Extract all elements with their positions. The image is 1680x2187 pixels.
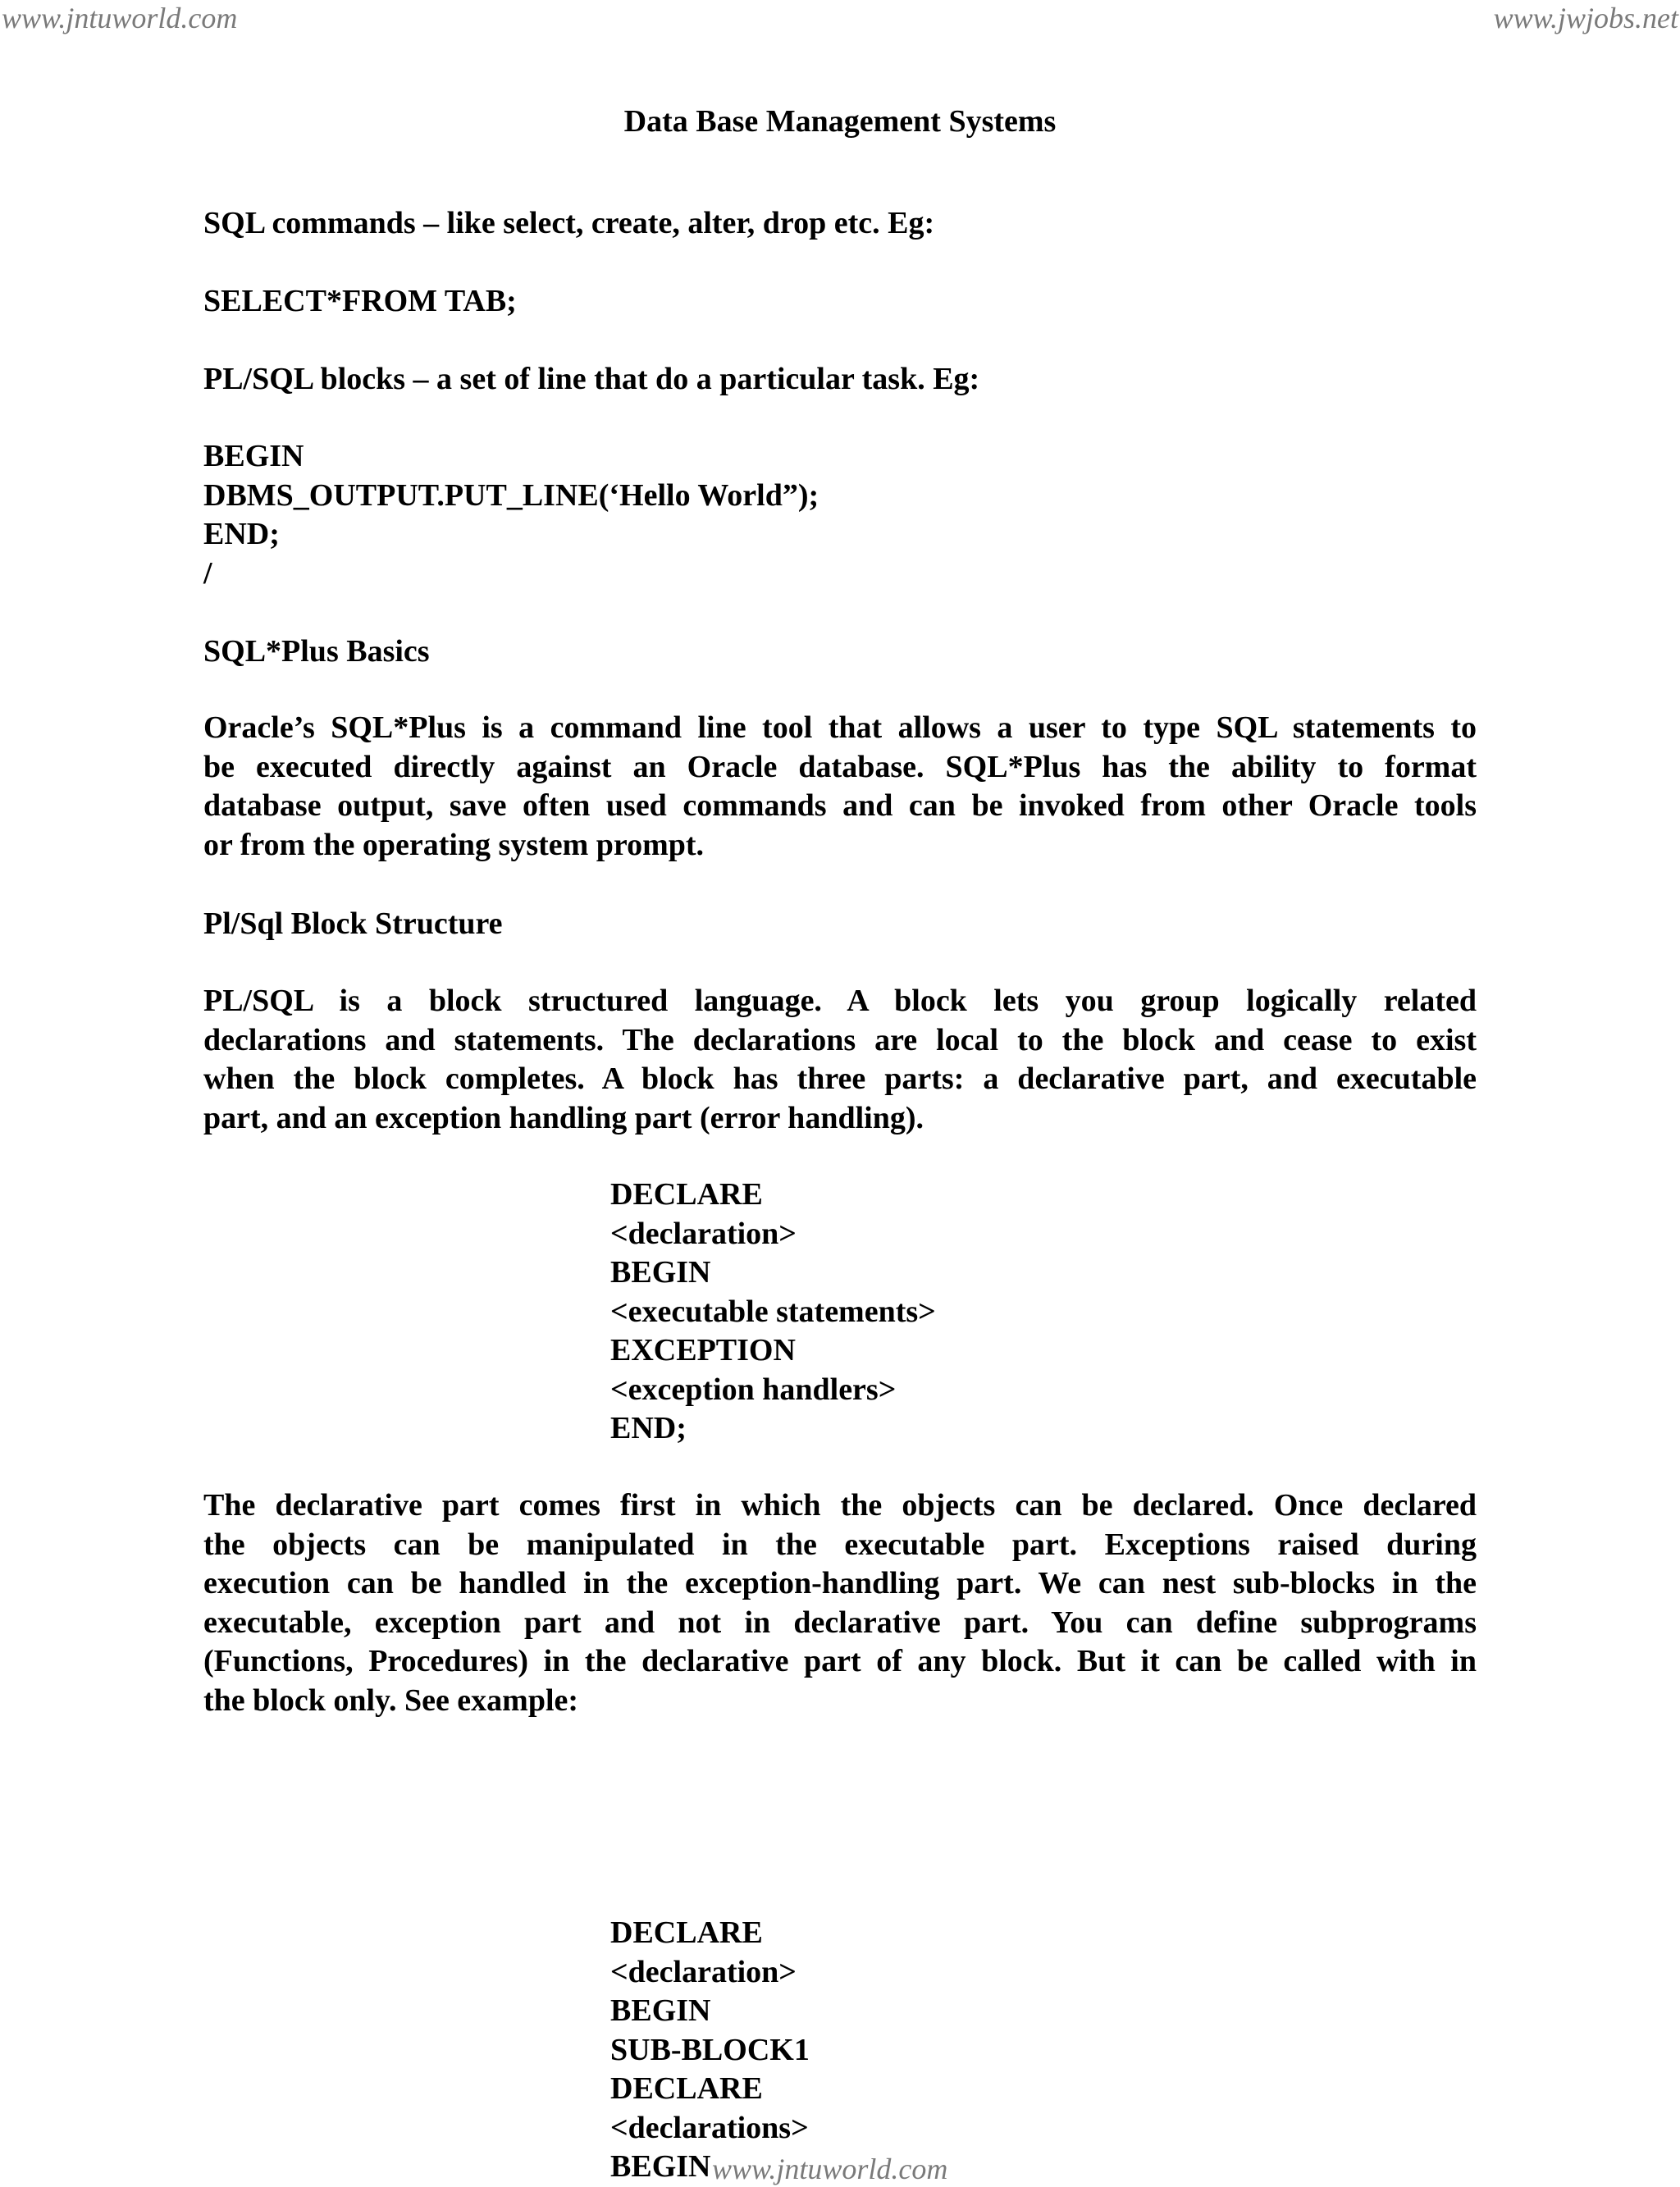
- paragraph-line: the objects can be manipulated in the executable part. Exceptions raised during: [203, 1527, 1477, 1562]
- nested-block-code: [610, 1914, 810, 2187]
- plsql-blocks-intro: PL/SQL blocks – a set of line that do a particular task. Eg:: [203, 362, 980, 396]
- code-line: DECLARE: [610, 1177, 763, 1212]
- block-structure-paragraph: [203, 982, 1477, 1138]
- paragraph-line: (Functions, Procedures) in the declarative part of any block. But it can be called with in: [203, 1644, 1477, 1678]
- code-line: <declaration>: [610, 1216, 797, 1251]
- paragraph-line: declarations and statements. The declarations are local to the block and cease to exist: [203, 1022, 1477, 1057]
- paragraph-line: executable, exception part and not in declarative part. You can define subprograms: [203, 1605, 1477, 1640]
- code-line: DBMS_OUTPUT.PUT_LINE(‘Hello World”);: [203, 477, 819, 513]
- paragraph-line: the block only. See example:: [203, 1682, 579, 1718]
- paragraph-line: database output, save often used commands and can be invoked from other Oracle tools: [203, 788, 1477, 823]
- paragraph-line: PL/SQL is a block structured language. A block lets you group logically related: [203, 984, 1477, 1018]
- paragraph-line: or from the operating system prompt.: [203, 827, 705, 862]
- code-line: BEGIN: [610, 1993, 711, 2028]
- code-line: BEGIN: [203, 439, 304, 473]
- watermark-top-right: www.jwjobs.net: [1493, 2, 1678, 34]
- block-structure-code: [610, 1176, 936, 1449]
- code-line: DECLARE: [610, 2071, 763, 2106]
- watermark-top-left: www.jntuworld.com: [2, 2, 238, 34]
- code-line: END;: [203, 517, 280, 551]
- paragraph-line: Oracle’s SQL*Plus is a command line tool that allows a user to type SQL statements to: [203, 710, 1477, 745]
- paragraph-line: when the block completes. A block has three parts: a declarative part, and executable: [203, 1062, 1477, 1096]
- code-line: /: [203, 555, 212, 591]
- code-line: SUB-BLOCK1: [610, 2032, 810, 2067]
- declarative-paragraph: [203, 1486, 1477, 1720]
- code-line: <exception handlers>: [610, 1372, 897, 1407]
- paragraph-line: part, and an exception handling part (error handling).: [203, 1100, 924, 1135]
- code-line: END;: [610, 1411, 687, 1445]
- sqlplus-paragraph: [203, 709, 1477, 865]
- sqlplus-heading: SQL*Plus Basics: [203, 634, 430, 669]
- paragraph-line: be executed directly against an Oracle database. SQL*Plus has the ability to format: [203, 749, 1477, 784]
- paragraph-line: The declarative part comes first in which the objects can be declared. Once declared: [203, 1488, 1477, 1523]
- code-line: <declaration>: [610, 1954, 797, 1989]
- code-line: <declarations>: [610, 2110, 809, 2145]
- code-line: BEGIN: [610, 2149, 711, 2184]
- sql-commands-intro: SQL commands – like select, create, alter, drop etc. Eg:: [203, 206, 935, 240]
- code-line: BEGIN: [610, 1255, 711, 1290]
- watermark-bottom-center: www.jntuworld.com: [712, 2153, 948, 2185]
- plsql-hello-world-code: [203, 437, 819, 593]
- page-title: Data Base Management Systems: [623, 104, 1057, 139]
- paragraph-line: execution can be handled in the exception-handling part. We can nest sub-blocks in the: [203, 1566, 1477, 1600]
- code-line: <executable statements>: [610, 1294, 936, 1329]
- sql-commands-example: SELECT*FROM TAB;: [203, 284, 517, 318]
- code-line: EXCEPTION: [610, 1333, 796, 1367]
- code-line: DECLARE: [610, 1915, 763, 1950]
- block-structure-heading: Pl/Sql Block Structure: [203, 906, 503, 941]
